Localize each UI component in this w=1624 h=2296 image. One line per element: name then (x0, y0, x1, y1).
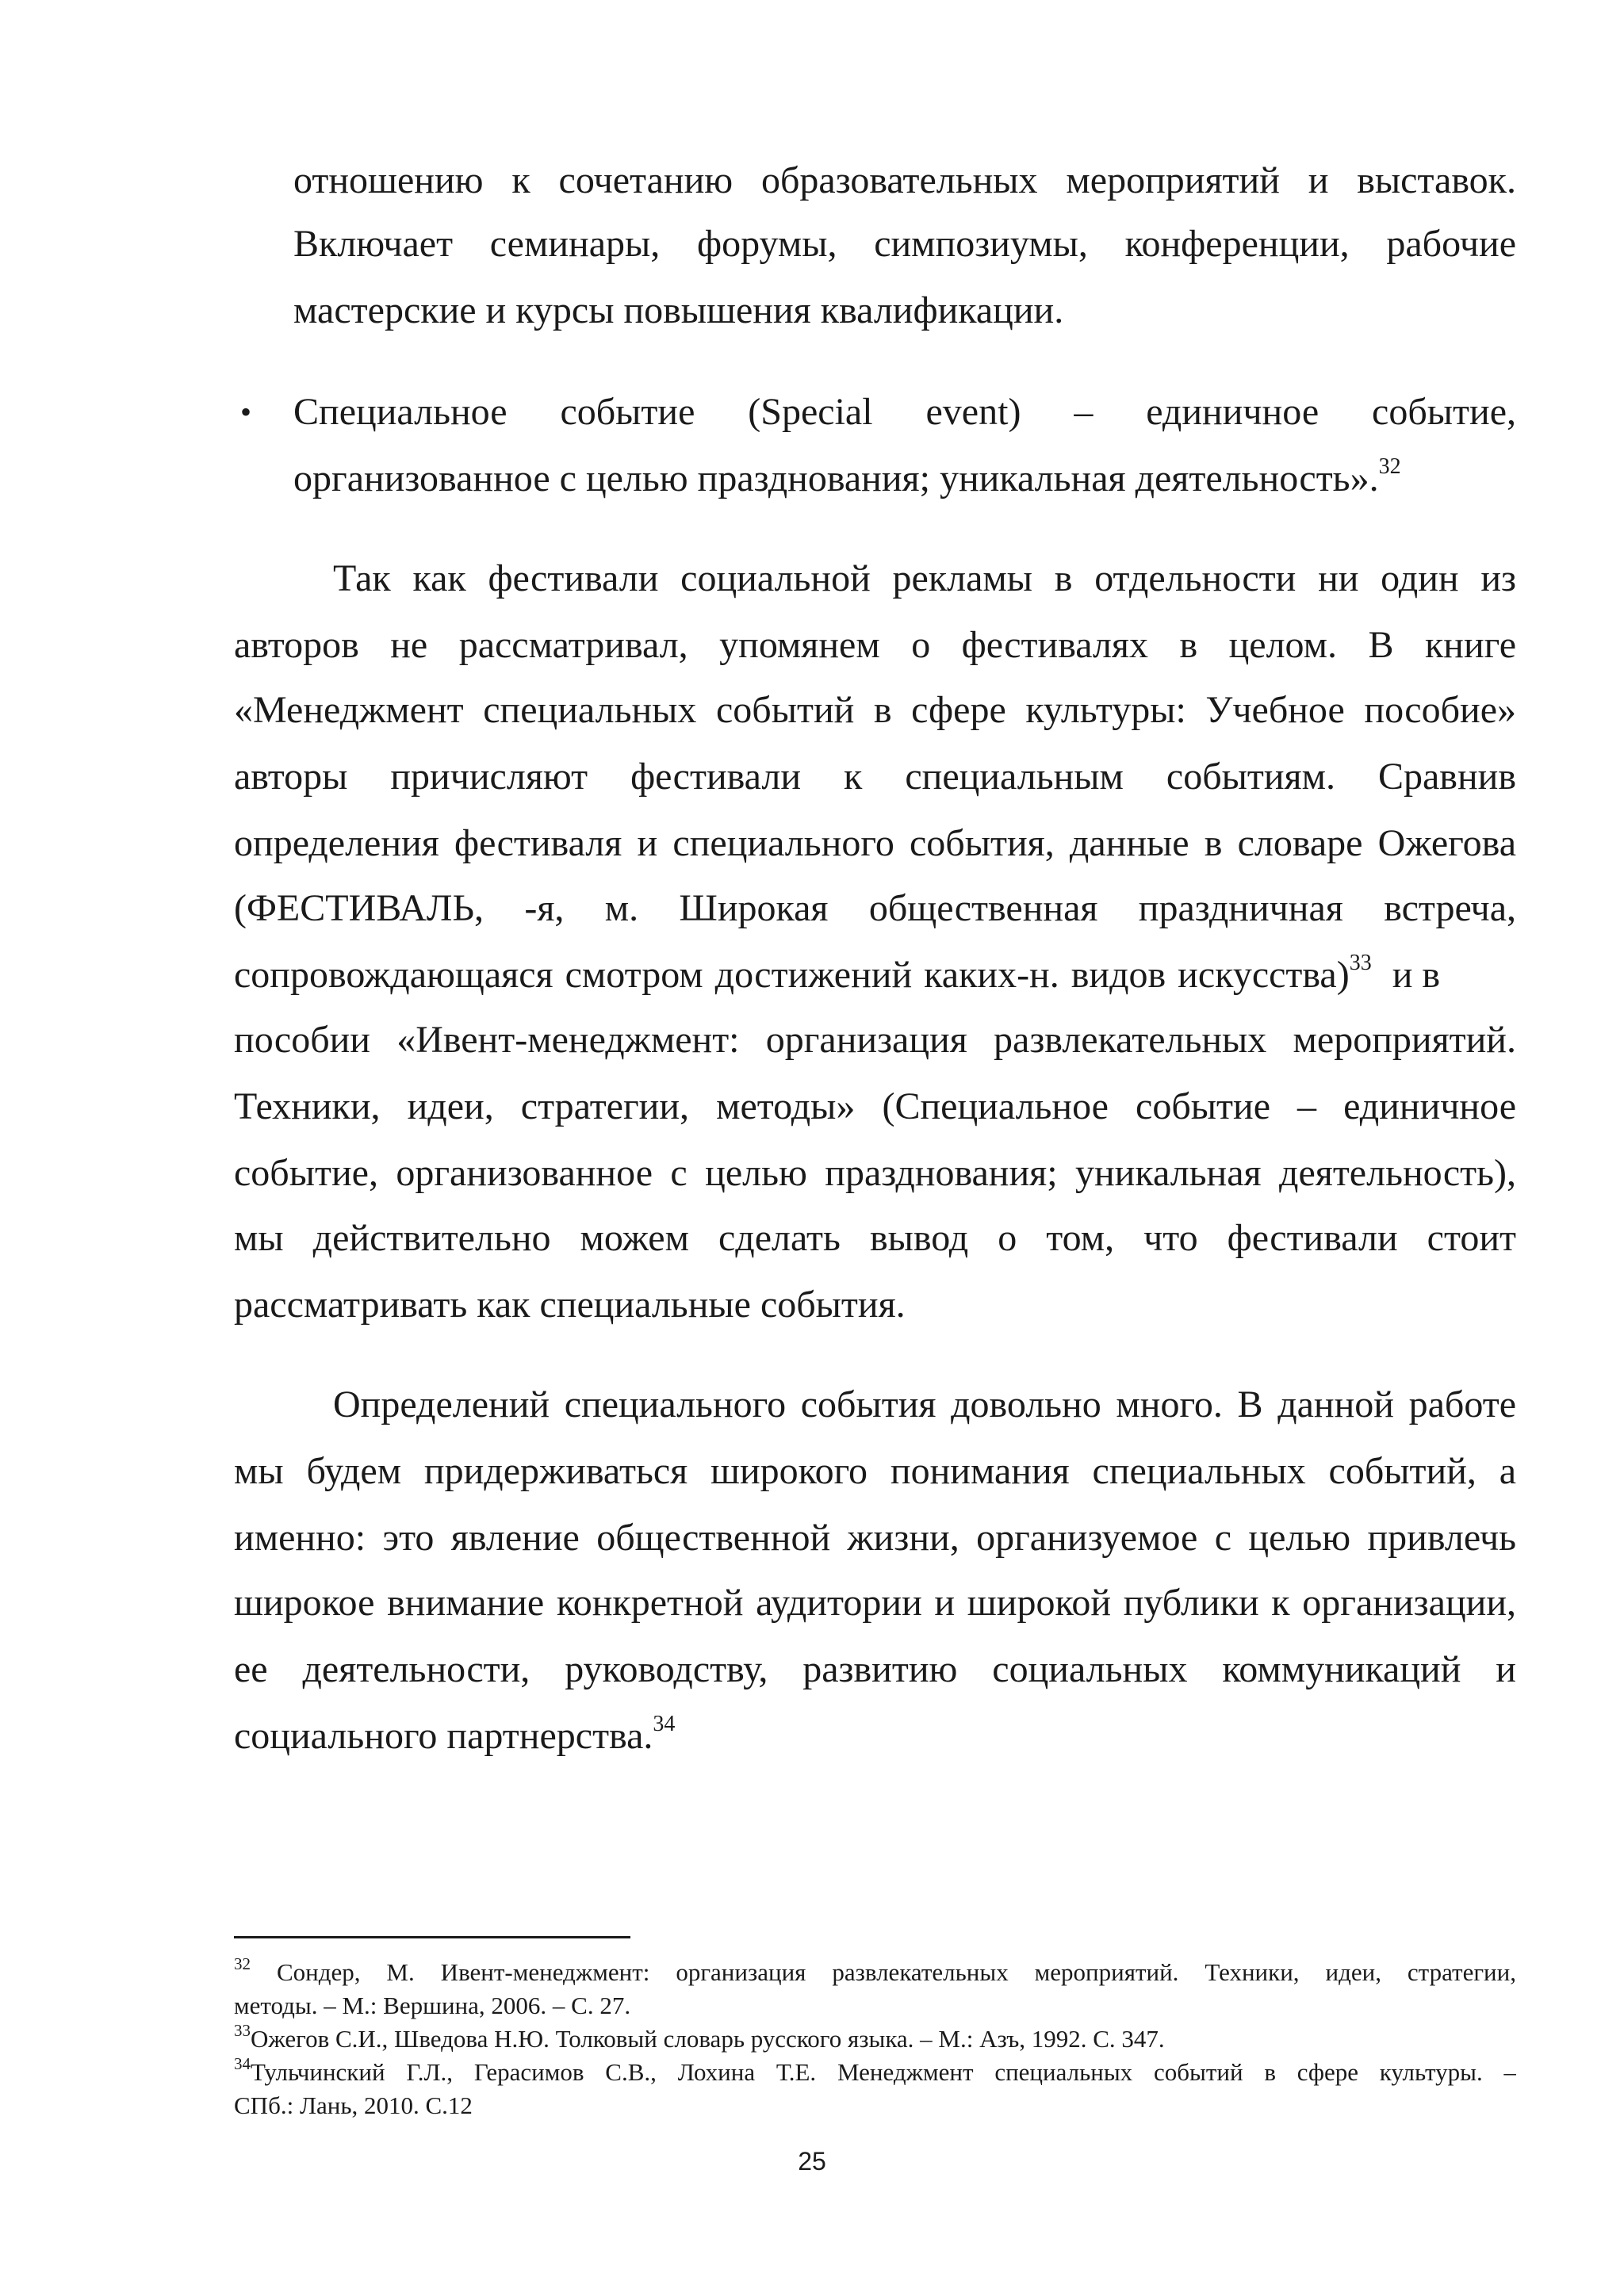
footnote-33-text: Ожегов С.И., Шведова Н.Ю. Толковый словарь русского языка. – М.: Азъ, 1992. С. 347. (251, 2025, 1165, 2053)
bullet-line-1: Специальное событие (Special event) – единичное событие, (293, 391, 1516, 433)
paragraph-2-line-1: Так как фестивали социальной рекламы в отдельности ни один из (333, 557, 1516, 599)
footnote-34-line-2: СПб.: Лань, 2010. С.12 (234, 2091, 473, 2119)
paragraph-2-line-7 (234, 951, 1516, 999)
paragraph-2-line-3: «Менеджмент специальных событий в сфере культуры: Учебное пособие» (234, 689, 1516, 731)
paragraph-3-line-1: Определений специального события довольно много. В данной работе (333, 1383, 1516, 1425)
paragraph-1-line-1: отношению к сочетанию образовательных мероприятий и выставок. (293, 159, 1516, 201)
paragraph-3-line-2: мы будем придерживаться широкого понимания специальных событий, а (234, 1450, 1516, 1492)
paragraph-3-line-5: ее деятельности, руководству, развитию социальных коммуникаций и (234, 1648, 1516, 1690)
bullet-marker: • (240, 394, 252, 430)
footnote-32-number: 32 (234, 1957, 251, 1973)
paragraph-3-line-3: именно: это явление общественной жизни, организуемое с целью привлечь (234, 1517, 1516, 1559)
footnote-34-line-1 (234, 2057, 1516, 2088)
footnote-32-line-1 (234, 1957, 1516, 1988)
paragraph-2-line-4: авторы причисляют фестивали к специальным событиям. Сравнив (234, 756, 1516, 798)
footnote-34-text: Тульчинский Г.Л., Герасимов С.В., Лохина Т.Е. Менеджмент специальных событий в сфере культуры. – (251, 2058, 1516, 2086)
footnote-33 (234, 2023, 1165, 2055)
page-number: 25 (798, 2147, 826, 2175)
paragraph-3-line-6-text: социального партнерства. (234, 1715, 653, 1757)
paragraph-2-line-7-tail: и в (1382, 954, 1441, 996)
paragraph-3-line-4: широкое внимание конкретной аудитории и широкой публики к организации, (234, 1582, 1516, 1624)
paragraph-2-line-10: событие, организованное с целью празднования; уникальная деятельность), (234, 1152, 1516, 1194)
bullet-line-2-text: организованное с целью празднования; уникальная деятельность». (293, 457, 1379, 499)
footnote-separator (234, 1936, 630, 1938)
paragraph-2-line-9: Техники, идеи, стратегии, методы» (Специальное событие – единичное (234, 1085, 1516, 1127)
bullet-line-2 (293, 455, 1516, 503)
paragraph-2-line-11: мы действительно можем сделать вывод о том, что фестивали стоит (234, 1217, 1516, 1259)
paragraph-2-line-6: (ФЕСТИВАЛЬ, -я, м. Широкая общественная праздничная встреча, (234, 887, 1516, 929)
paragraph-2-line-2: авторов не рассматривал, упомянем о фестивалях в целом. В книге (234, 624, 1516, 666)
footnote-ref-32: 32 (1378, 454, 1401, 479)
paragraph-1-line-2: Включает семинары, форумы, симпозиумы, конференции, рабочие (293, 223, 1516, 265)
paragraph-2-line-12: рассматривать как специальные события. (234, 1284, 906, 1326)
footnote-ref-34: 34 (653, 1712, 676, 1736)
paragraph-2-line-8: пособии «Ивент-менеджмент: организация развлекательных мероприятий. (234, 1019, 1516, 1061)
paragraph-2-line-7-text: сопровождающаяся смотром достижений каких-н. видов искусства) (234, 954, 1350, 996)
footnote-34-number: 34 (234, 2057, 251, 2073)
paragraph-2-line-5: определения фестиваля и специального события, данные в словаре Ожегова (234, 822, 1516, 864)
footnote-33-number: 33 (234, 2021, 251, 2040)
footnote-32-line-2: методы. – М.: Вершина, 2006. – С. 27. (234, 1992, 631, 2019)
paragraph-1-line-3: мастерские и курсы повышения квалификации. (293, 289, 1064, 331)
paragraph-3-line-6 (234, 1712, 1516, 1760)
footnote-32-text: Сондер, М. Ивент-менеджмент: организация развлекательных мероприятий. Техники, идеи, стратегии, (251, 1958, 1516, 1986)
footnote-ref-33: 33 (1349, 951, 1372, 975)
